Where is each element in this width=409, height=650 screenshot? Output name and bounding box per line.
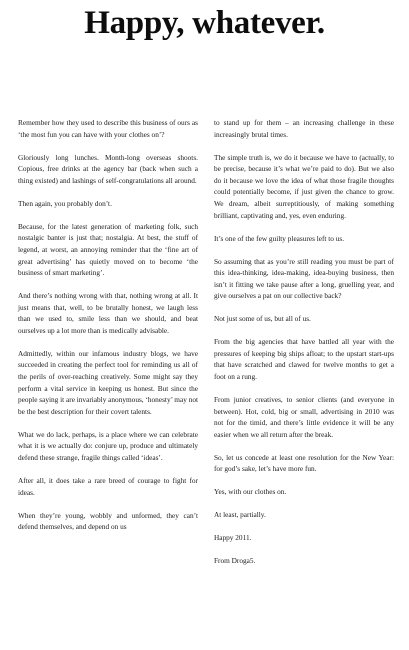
paragraph: From the big agencies that have battled all year with the pressures of keeping big ships afloat; to the upstart start-ups that have scratched and clawed for twelve months to get a foot on a rung.: [214, 337, 394, 382]
paragraph: to stand up for them – an increasing challenge in these increasingly brutal times.: [214, 118, 394, 139]
paragraph: Happy 2011.: [214, 533, 252, 543]
paragraph: At least, partially.: [214, 510, 266, 520]
paragraph: When they’re young, wobbly and unformed, they can’t defend themselves, and depend on us: [18, 510, 198, 532]
paragraph: From junior creatives, to senior clients (and everyone in between). Hot, cold, big or small, advertising in 2010 was not for the timid, and there’s little evidence it will be any easier when we all return after the break.: [214, 395, 394, 439]
paragraph: Remember how they used to describe this business of ours as ‘the most fun you can have with your clothes on’?: [18, 118, 198, 139]
paragraph: It’s one of the few guilty pleasures left to us.: [214, 233, 345, 243]
paragraph: Yes, with our clothes on.: [214, 487, 287, 497]
left-column: [18, 117, 198, 544]
paragraph: The simple truth is, we do it because we have to (actually, to be precise, because it’s what we’re paid to do). But we also do it because we love the idea of what those fragile thoughts could potentially become, if just given the chance to grow. We dream, albeit surreptitiously, of making something brilliant, captivating and, yes, even enduring.: [214, 152, 394, 220]
paragraph: So, let us concede at least one resolution for the New Year: for god’s sake, let’s have more fun.: [214, 452, 394, 474]
paragraph: Admittedly, within our infamous industry blogs, we have succeeded in creating the perfect tool for reminding us all of the perils of over-reaching creatively. Some might say they perform a vital service in keeping us honest. But since the people saying it are invariably anonymous, ‘honesty’ may not be the best description for their covert talents.: [18, 348, 199, 416]
right-column: [214, 117, 394, 578]
paragraph: After all, it does take a rare breed of courage to fight for ideas.: [18, 475, 198, 497]
paragraph: What we do lack, perhaps, is a place where we can celebrate what it is we actually do: conjure up, produce and ultimately defend these strange, fragile things called ‘ideas’.: [18, 429, 198, 462]
paragraph: Because, for the latest generation of marketing folk, such nostalgic banter is just that; nostalgia. At best, the stuff of legend, at worst, an annoying reminder that the ‘fine art of great advertising’ has quietly moved on to become ‘the business of smart marketing’.: [18, 221, 198, 278]
paragraph: Then again, you probably don’t.: [18, 198, 112, 208]
paragraph: Gloriously long lunches. Month-long overseas shoots. Copious, free drinks at the agency bar (back when such a thing existed) and lashings of self-congratulations all around.: [18, 152, 198, 185]
paragraph: So assuming that as you’re still reading you must be part of this idea-thinking, idea-making, idea-buying business, then isn’t it fitting we take pause after a long, gruelling year, and give ourselves a pat on our collective back?: [214, 256, 394, 301]
paragraph: And there’s nothing wrong with that, nothing wrong at all. It just means that, well, to be brutally honest, we laugh less than we used to, smile less than we should, and beat ourselves up a lot more than is medically advisable.: [18, 291, 198, 335]
headline: Happy, whatever.: [84, 5, 325, 41]
signature-line: From Droga5.: [214, 556, 256, 566]
paragraph: Not just some of us, but all of us.: [214, 314, 311, 324]
